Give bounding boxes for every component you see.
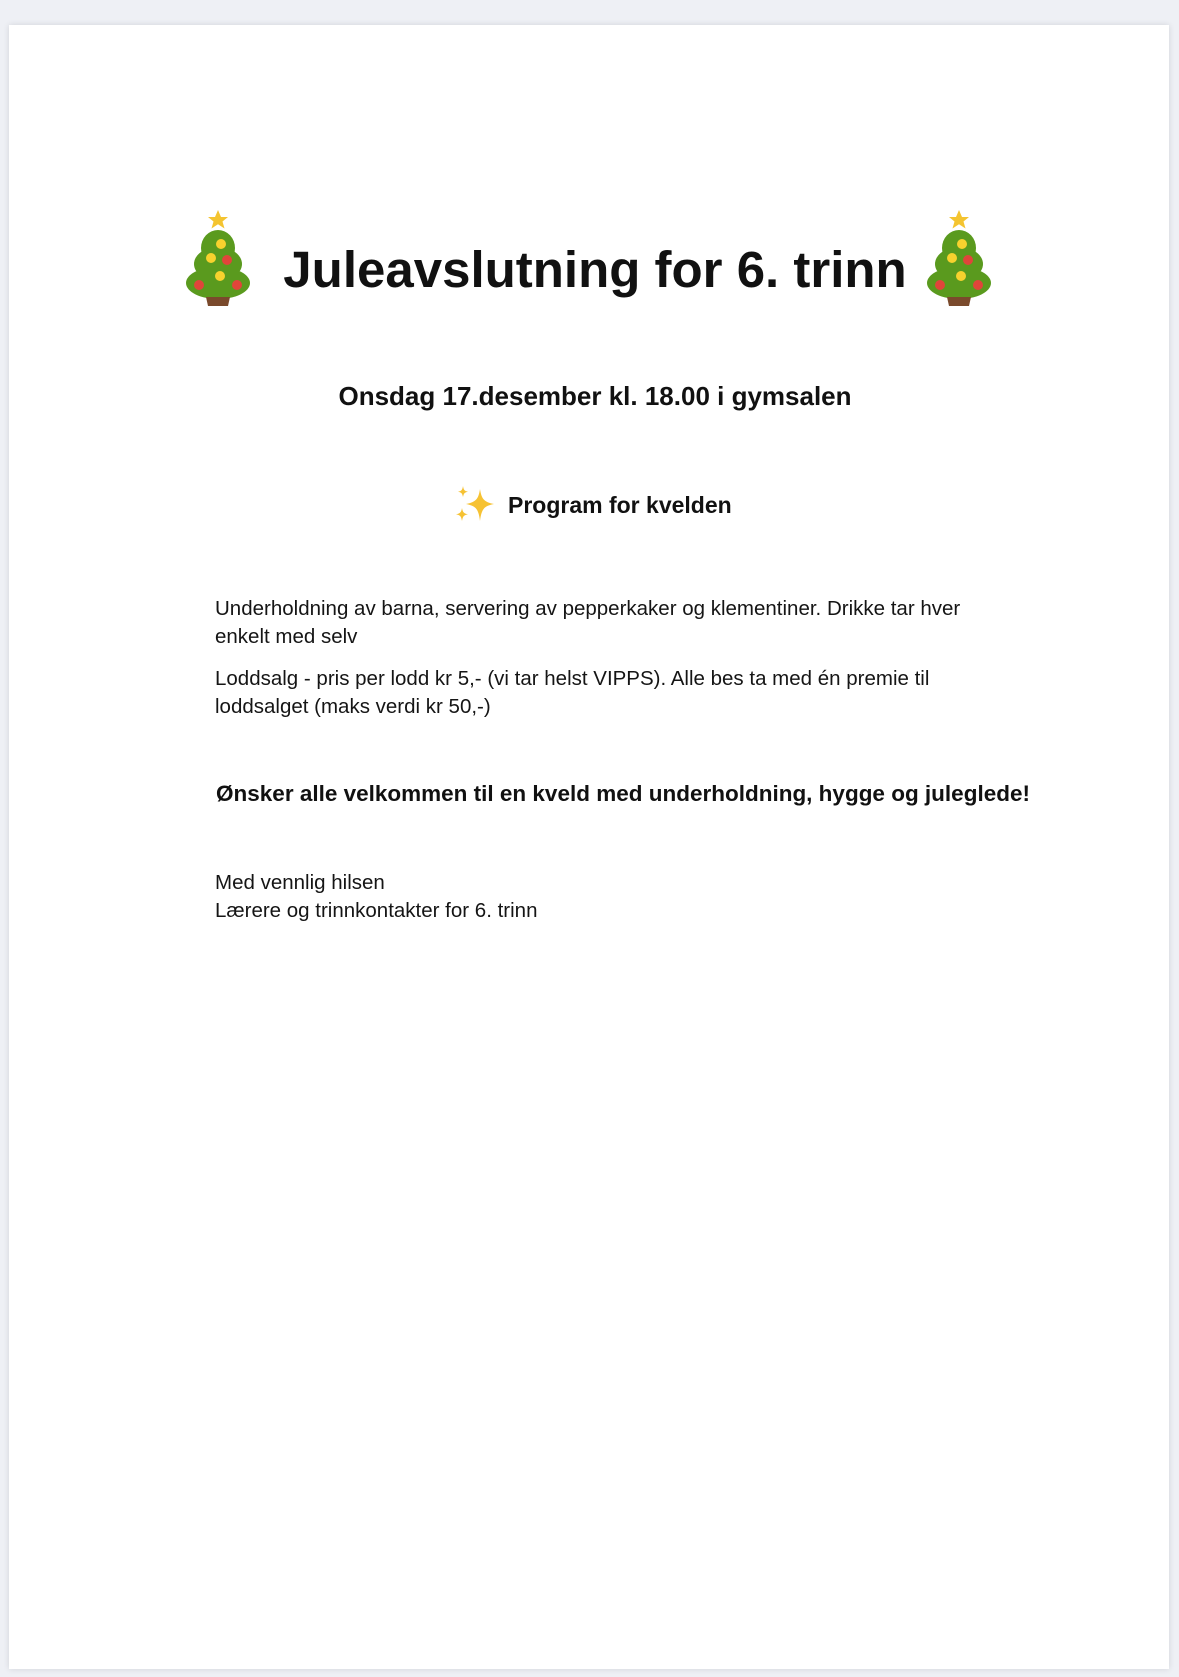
program-paragraph-raffle: Loddsalg - pris per lodd kr 5,- (vi tar helst VIPPS). Alle bes ta med én premie til loddsalget (maks verdi kr 50,-) [215,667,930,718]
document-page [9,25,1169,1669]
sparkles-icon [454,483,498,527]
christmas-tree-icon [923,208,995,308]
title-row [9,200,1169,310]
program-paragraph-entertainment: Underholdning av barna, servering av pepperkaker og klementiner. Drikke tar hver enkelt med selv [215,597,961,648]
event-date-location: Onsdag 17.desember kl. 18.00 i gymsalen [338,381,852,411]
signoff-greeting: Med vennlig hilsen [215,871,385,894]
program-heading-label: Program for kvelden [508,491,732,518]
signoff [215,869,537,925]
program-heading [454,483,732,527]
page-title: Juleavslutning for 6. trinn [283,241,907,298]
closing-statement: Ønsker alle velkommen til en kveld med underholdning, hygge og juleglede! [216,781,1030,806]
signoff-sender: Lærere og trinnkontakter for 6. trinn [215,899,538,922]
